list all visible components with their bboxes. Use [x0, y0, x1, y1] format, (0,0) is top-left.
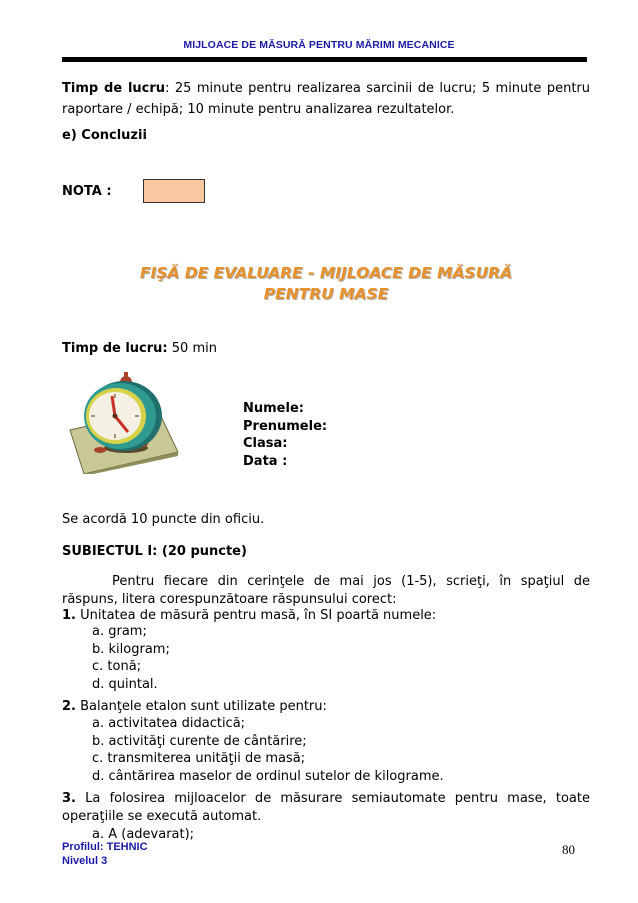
- list-item: a. activitatea didactică;: [92, 716, 246, 731]
- list-item: b. activităţi curente de cântărire;: [92, 733, 307, 749]
- question-3-text: La folosirea mijloacelor de măsurare semiautomate pentru mase, toate operaţiile se execută automat.: [62, 791, 590, 824]
- list-item: a. A (adevarat);: [92, 827, 195, 842]
- nota-label: NOTA :: [62, 184, 112, 199]
- evaluation-title-line1: FIŞĂ DE EVALUARE - MIJLOACE DE MĂSURĂ: [139, 264, 513, 282]
- subject1-instructions: Pentru fiecare din cerinţele de mai jos (1-5), scrieţi, în spaţiul de răspuns, litera corespunzătoare răspunsului corect:: [62, 574, 590, 607]
- page-number: 80: [562, 842, 575, 857]
- student-fields: [243, 400, 327, 470]
- work-time-label: Timp de lucru: [62, 81, 166, 96]
- evaluation-title: [62, 263, 590, 305]
- question-2-text: Balanţele etalon sunt utilizate pentru:: [75, 699, 327, 714]
- list-item: c. transmiterea unităţii de masă;: [92, 751, 306, 766]
- evaluation-time-value: 50 min: [167, 341, 217, 356]
- student-surname-label: Prenumele:: [243, 418, 328, 434]
- student-date-label: Data :: [243, 453, 288, 469]
- work-time-paragraph: [62, 78, 590, 120]
- student-name-label: Numele:: [243, 401, 304, 416]
- evaluation-time: [62, 338, 590, 359]
- alarm-clock-icon: [62, 364, 180, 474]
- question-2-options: [92, 715, 444, 785]
- subject1-heading: SUBIECTUL I: (20 puncte): [62, 544, 247, 559]
- footer-info: [62, 840, 148, 868]
- question-1-text: Unitatea de măsură pentru masă, în SI poartă numele:: [75, 608, 437, 623]
- work-time-text: : 25 minute pentru realizarea sarcinii de lucru; 5 minute pentru raportare / echipă; 10 minute pentru analizarea rezultatelor.: [62, 81, 590, 117]
- list-item: d. cântărirea maselor de ordinul sutelor de kilograme.: [92, 768, 444, 784]
- footer-profile: Profilul: TEHNIC: [62, 841, 148, 853]
- evaluation-title-line2: PENTRU MASE: [263, 285, 389, 303]
- student-class-label: Clasa:: [243, 436, 288, 451]
- header-rule: [62, 57, 587, 62]
- question-2: [62, 698, 590, 716]
- list-item: c. tonă;: [92, 659, 142, 674]
- question-2-number: 2.: [62, 699, 76, 714]
- list-item: a. gram;: [92, 624, 147, 639]
- header-title: MIJLOACE DE MĂSURĂ PENTRU MĂRIMI MECANICE: [183, 39, 455, 51]
- list-item: b. kilogram;: [92, 641, 170, 657]
- question-1-number: 1.: [62, 608, 76, 623]
- list-item: d. quintal.: [92, 676, 158, 692]
- conclusions-heading: e) Concluzii: [62, 128, 147, 143]
- question-3-number: 3.: [62, 791, 76, 806]
- question-1-options: [92, 623, 170, 693]
- question-3: [62, 790, 590, 826]
- evaluation-time-label: Timp de lucru:: [62, 341, 168, 356]
- points-note: Se acordă 10 puncte din oficiu.: [62, 512, 265, 527]
- footer-level: Nivelul 3: [62, 855, 108, 867]
- nota-grade-box: [143, 179, 205, 203]
